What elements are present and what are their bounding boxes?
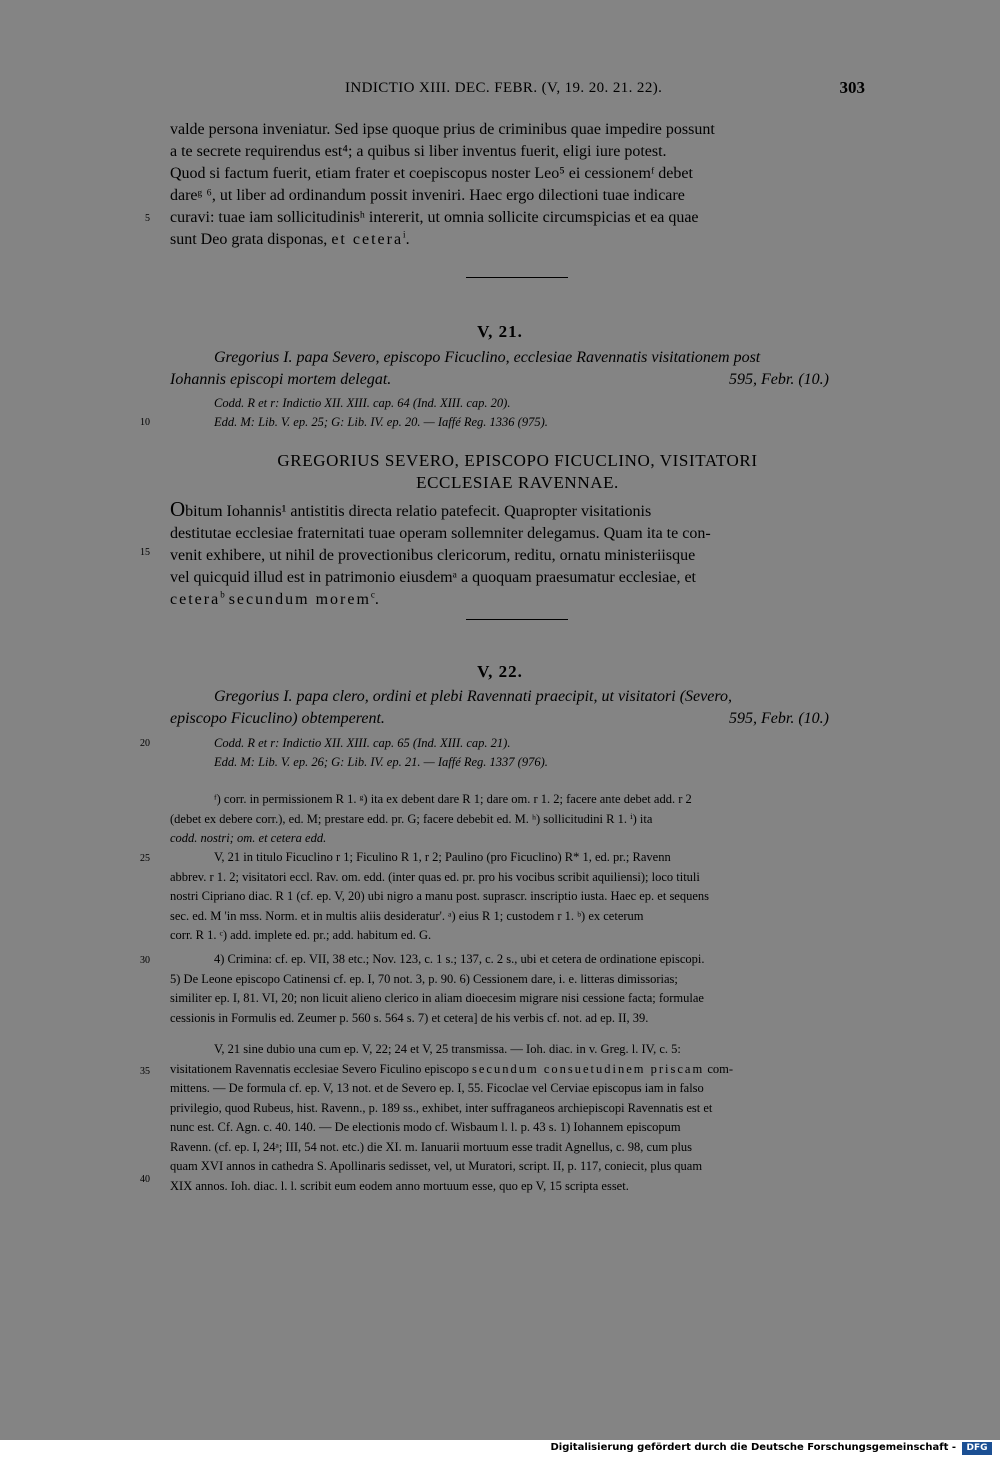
text-fragment: bitum Iohannis¹ antistitis directa relatio patefecit. Quapropter visitationis bbox=[185, 503, 652, 520]
text-line: venit exhibere, ut nihil de provectionibus clericorum, reditu, ornatu ministeriisque bbox=[170, 547, 696, 564]
text-fragment: . bbox=[374, 591, 379, 608]
codices-line: Codd. R et r: Indictio XII. XIII. cap. 64 (Ind. XIII. cap. 20). bbox=[214, 396, 511, 410]
initial-letter: O bbox=[170, 497, 186, 521]
commentary-line: XIX annos. Ioh. diac. l. l. scribit eum eodem anno mortuum esse, quo ep V, 15 scripta esset. bbox=[170, 1178, 629, 1193]
commentary-line bbox=[170, 1060, 865, 1080]
line-number: 5 bbox=[145, 213, 150, 224]
line-number: 20 bbox=[140, 738, 150, 749]
text-fragment: sunt Deo grata disponas, bbox=[170, 231, 328, 248]
line-number: 25 bbox=[140, 853, 150, 864]
text-line bbox=[170, 498, 865, 523]
commentary-line: 4) Crimina: cf. ep. VII, 38 etc.; Nov. 123, c. 1 s.; 137, c. 2 s., ubi et cetera de ordinatione episcopi. bbox=[214, 952, 705, 966]
summary-line: Gregorius I. papa Severo, episcopo Ficuclino, ecclesiae Ravennatis visitationem post bbox=[214, 349, 761, 366]
apparatus-line: abbrev. r 1. 2; visitatori eccl. Rav. om. edd. (inter quas ed. pr. pro his vocibus scribit aquiliensi); loco tituli bbox=[170, 869, 700, 884]
summary-line bbox=[170, 369, 865, 391]
commentary-line: quam XVI annos in cathedra S. Apollinaris sedisset, vel, ut Muratori, script. II, p. 117, coniecit, plus quam bbox=[170, 1159, 703, 1173]
footnote-mark: c bbox=[370, 589, 375, 600]
text-fragment: . bbox=[405, 231, 410, 248]
apparatus-line: sec. ed. M 'in mss. Norm. et in multis aliis desideratur'. ᵃ) eius R 1; custodem r 1. ᵇ) ex ceterum bbox=[170, 908, 644, 923]
critical-apparatus bbox=[170, 848, 865, 946]
section-divider bbox=[466, 277, 568, 278]
commentary-line: mittens. — De formula cf. ep. V, 13 not. et de Severo ep. I, 55. Ficoclae vel Cerviae episcopus iam in falso bbox=[170, 1081, 704, 1095]
letter-address bbox=[170, 450, 865, 494]
line-number: 10 bbox=[140, 417, 150, 428]
digitization-footer bbox=[0, 1440, 1000, 1458]
summary-text: Iohannis episcopi mortem delegat. bbox=[170, 371, 392, 388]
text-line: curavi: tuae iam sollicitudinisʰ intererit, ut omnia sollicite circumspicias et ea quae bbox=[170, 209, 699, 226]
codices-line: Codd. R et r: Indictio XII. XIII. cap. 65 (Ind. XIII. cap. 21). bbox=[214, 736, 511, 750]
commentary-line: Ravenn. (cf. ep. I, 24ᵃ; III, 54 not. etc.) die XI. m. Ianuarii mortuum esse tradit Agnellus, c. 98, cum plus bbox=[170, 1139, 693, 1154]
address-line: GREGORIUS SEVERO, EPISCOPO FICUCLINO, VISITATORI bbox=[277, 451, 758, 470]
line-number: 40 bbox=[140, 1174, 150, 1185]
text-line bbox=[170, 589, 865, 611]
commentary-line: nunc est. Cf. Agn. c. 40. 140. — De electionis modo cf. Wisbaum l. l. p. 43 s. 1) Iohannem episcopum bbox=[170, 1120, 681, 1134]
commentary-line: similiter ep. I, 81. VI, 20; non licuit alieno clerico in aliam dioecesim migrare nisi cessione facta; formulae bbox=[170, 991, 704, 1005]
page-number: 303 bbox=[839, 78, 865, 97]
footnote-mark: i bbox=[403, 229, 406, 240]
line-number: 15 bbox=[140, 547, 150, 558]
apparatus-line: ᶠ) corr. in permissionem R 1. ᵍ) ita ex debent dare R 1; dare om. r 1. 2; facere ante debet add. r 2 bbox=[214, 792, 692, 806]
editions-line: Edd. M: Lib. V. ep. 26; G: Lib. IV. ep. 21. — Iaffé Reg. 1337 (976). bbox=[214, 755, 548, 769]
manuscript-sources bbox=[214, 394, 864, 432]
address-line: ECCLESIAE RAVENNAE. bbox=[416, 473, 619, 492]
spaced-text: cetera bbox=[170, 591, 221, 608]
text-line: vel quicquid illud est in patrimonio eiusdemᵃ a quoquam praesumatur ecclesiae, et bbox=[170, 569, 696, 586]
summary-line bbox=[170, 708, 865, 730]
footer-text: Digitalisierung gefördert durch die Deutsche Forschungsgemeinschaft - bbox=[550, 1442, 956, 1453]
section-divider bbox=[466, 619, 568, 620]
commentary-line: cessionis in Formulis ed. Zeumer p. 560 s. 564 s. 7) et cetera] de his verbis cf. not. ad ep. II, 39. bbox=[170, 1010, 649, 1025]
epistle-number: V, 21. bbox=[477, 322, 523, 341]
epistle-date: 595, Febr. (10.) bbox=[729, 371, 829, 388]
text-fragment: com- bbox=[707, 1061, 734, 1076]
epistle-number: V, 22. bbox=[477, 662, 523, 681]
commentary-notes bbox=[170, 1040, 865, 1196]
critical-apparatus bbox=[170, 790, 865, 849]
spaced-text: secundum morem bbox=[228, 591, 371, 608]
editions-line: Edd. M: Lib. V. ep. 25; G: Lib. IV. ep. 20. — Iaffé Reg. 1336 (975). bbox=[214, 415, 548, 429]
apparatus-line: V, 21 in titulo Ficuclino r 1; Ficulino R 1, r 2; Paulino (pro Ficuclino) R* 1, ed. pr.; Ravenn bbox=[214, 850, 671, 864]
summary-text: episcopo Ficuclino) obtemperent. bbox=[170, 710, 385, 727]
text-line: Quod si factum fuerit, etiam frater et coepiscopus noster Leo⁵ ei cessionemᶠ debet bbox=[170, 165, 693, 182]
apparatus-line: (debet ex debere corr.), ed. M; prestare edd. pr. G; facere debebit ed. M. ʰ) sollicitudini R 1. ⁱ) ita bbox=[170, 811, 653, 826]
footnote-mark: b bbox=[220, 589, 225, 600]
apparatus-line: corr. R 1. ᶜ) add. implete ed. pr.; add. habitum ed. G. bbox=[170, 928, 432, 942]
letter-body bbox=[170, 498, 865, 611]
line-number: 30 bbox=[140, 955, 150, 966]
line-number: 35 bbox=[140, 1066, 150, 1077]
commentary-line: 5) De Leone episcopo Catinensi cf. ep. I, 70 not. 3, p. 90. 6) Cessionem dare, i. e. litteras dimissorias; bbox=[170, 971, 678, 986]
text-line bbox=[170, 229, 865, 251]
apparatus-line: codd. nostri; om. et cetera edd. bbox=[170, 831, 327, 845]
manuscript-sources bbox=[214, 734, 864, 772]
text-line: valde persona inveniatur. Sed ipse quoque prius de criminibus quae impedire possunt bbox=[170, 121, 715, 138]
running-head-title: INDICTIO XIII. DEC. FEBR. (V, 19. 20. 21. 22). bbox=[345, 80, 663, 96]
spaced-text: et cetera bbox=[331, 231, 404, 248]
text-line: a te secrete requirendus est⁴; a quibus si liber inventus fuerit, eligi iure potest. bbox=[170, 143, 667, 160]
spaced-text: secundum consuetudinem priscam bbox=[472, 1061, 705, 1076]
epistle-date: 595, Febr. (10.) bbox=[729, 710, 829, 727]
summary-line: Gregorius I. papa clero, ordini et plebi Ravennati praecipit, ut visitatori (Severo, bbox=[214, 688, 732, 705]
dfg-logo: DFG bbox=[962, 1442, 992, 1455]
commentary-line: V, 21 sine dubio una cum ep. V, 22; 24 et V, 25 transmissa. — Ioh. diac. in v. Greg. l. IV, c. 5: bbox=[214, 1042, 681, 1056]
text-line: dareᵍ ⁶, ut liber ad ordinandum possit inveniri. Haec ergo dilectioni tuae indicare bbox=[170, 187, 685, 204]
epistle-summary bbox=[170, 686, 865, 730]
commentary-notes bbox=[170, 950, 865, 1028]
commentary-line: privilegio, quod Rubeus, hist. Ravenn., p. 189 ss., exhibet, inter suffraganeos archiepiscopi Ravennatis est et bbox=[170, 1100, 713, 1115]
running-head bbox=[170, 80, 865, 106]
text-line: destitutae ecclesiae fraternitati tuae operam sollemniter delegamus. Quam ita te con- bbox=[170, 525, 711, 542]
apparatus-line: nostri Cipriano diac. R 1 (cf. ep. V, 20) ubi nigro a manu post. suprascr. inscriptio iusta. Haec ep. et sequens bbox=[170, 889, 710, 903]
text-fragment: visitationem Ravennatis ecclesiae Severo Ficulino episcopo bbox=[170, 1061, 469, 1076]
epistle-summary bbox=[170, 347, 865, 391]
intro-text bbox=[170, 119, 865, 251]
